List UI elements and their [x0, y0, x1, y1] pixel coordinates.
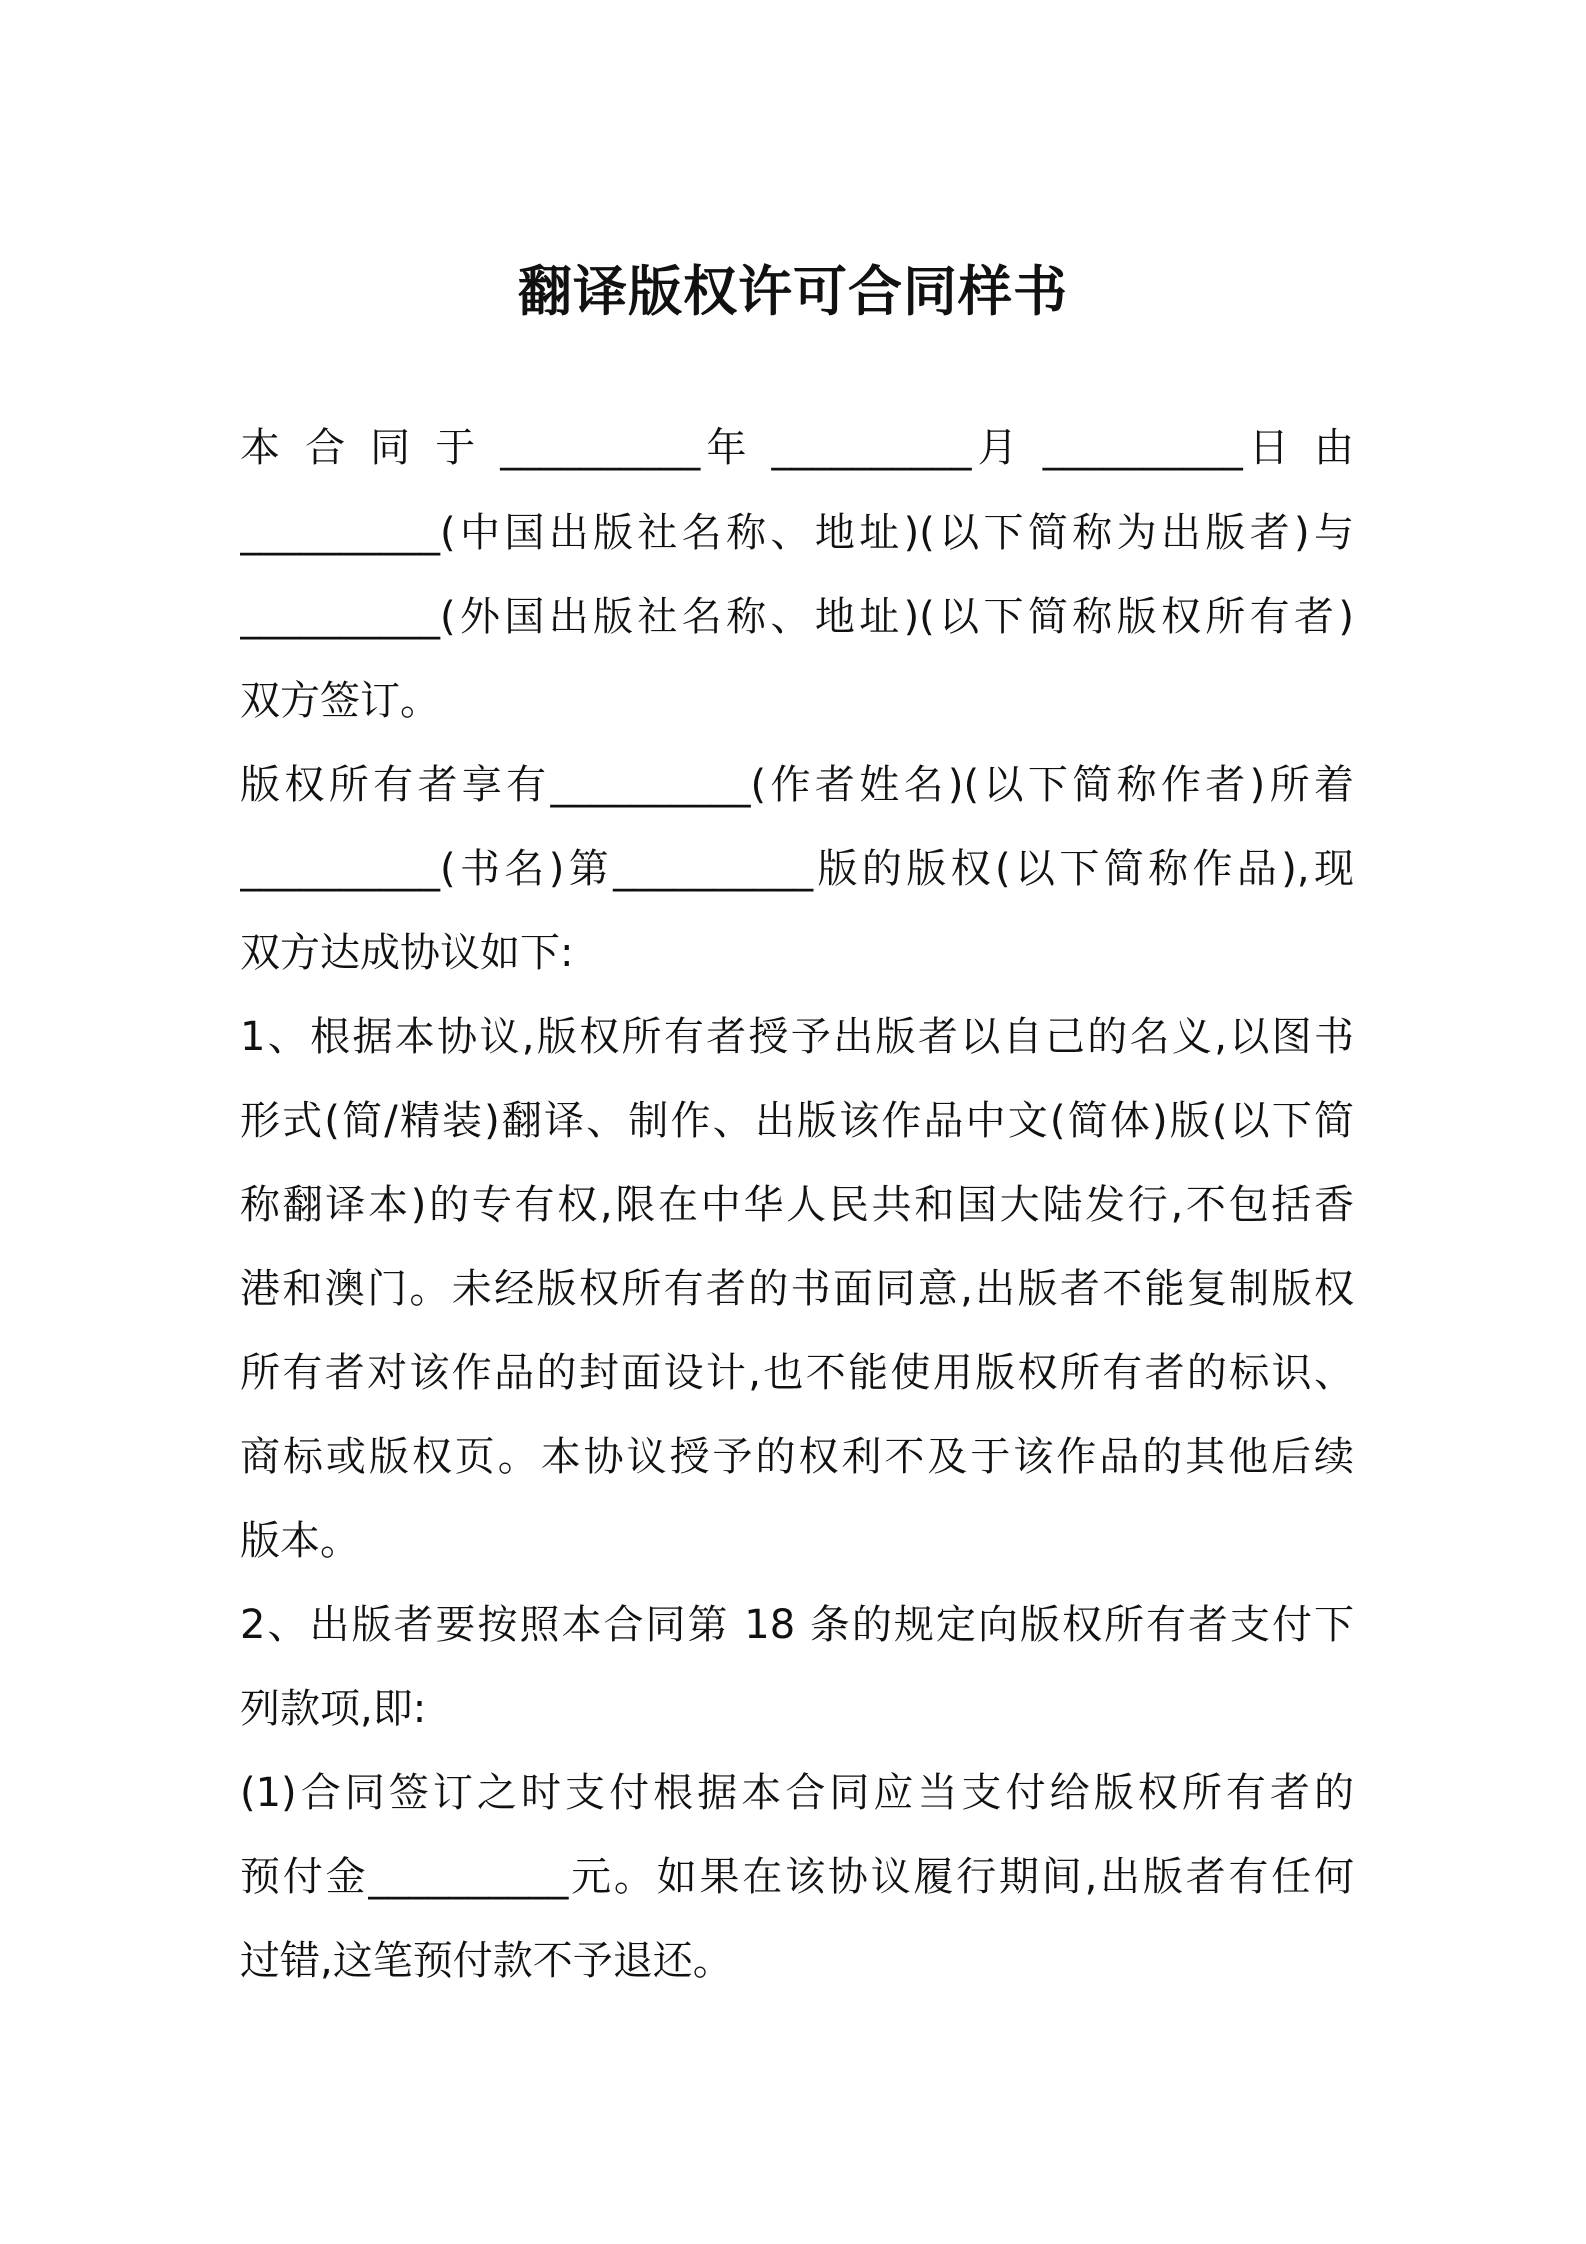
paragraph-line: __________(中国出版社名称、地址)(以下简称为出版者)与	[240, 510, 1354, 556]
paragraph-line: 过错,这笔预付款不予退还。	[240, 1938, 733, 1984]
paragraph-line: 版本。	[240, 1518, 360, 1564]
paragraph-line: 双方达成协议如下:	[240, 930, 574, 976]
paragraph-line: 双方签订。	[240, 678, 440, 724]
paragraph-line: 港和澳门。未经版权所有者的书面同意,出版者不能复制版权	[240, 1266, 1354, 1312]
paragraph-line: __________(书名)第__________版的版权(以下简称作品),现	[240, 846, 1354, 892]
paragraph-line: 商标或版权页。本协议授予的权利不及于该作品的其他后续	[240, 1434, 1354, 1480]
paragraph-line: 列款项,即:	[240, 1686, 427, 1732]
paragraph-line: 版权所有者享有__________(作者姓名)(以下简称作者)所着	[240, 762, 1354, 808]
paragraph-line: 形式(简/精装)翻译、制作、出版该作品中文(简体)版(以下简	[240, 1098, 1354, 1144]
paragraph-line: 本 合 同 于 __________年 __________月 __________日 由	[240, 425, 1354, 471]
paragraph-line: 2、出版者要按照本合同第 18 条的规定向版权所有者支付下	[240, 1602, 1354, 1648]
paragraph-line: 1、根据本协议,版权所有者授予出版者以自己的名义,以图书	[240, 1014, 1354, 1060]
document-title: 翻译版权许可合同样书	[518, 260, 1068, 323]
paragraph-line: 预付金__________元。如果在该协议履行期间,出版者有任何	[240, 1854, 1354, 1900]
paragraph-line: 称翻译本)的专有权,限在中华人民共和国大陆发行,不包括香	[240, 1182, 1354, 1228]
paragraph-line: (1)合同签订之时支付根据本合同应当支付给版权所有者的	[240, 1770, 1354, 1816]
paragraph-line: 所有者对该作品的封面设计,也不能使用版权所有者的标识、	[240, 1350, 1354, 1396]
paragraph-line: __________(外国出版社名称、地址)(以下简称版权所有者)	[240, 594, 1354, 640]
